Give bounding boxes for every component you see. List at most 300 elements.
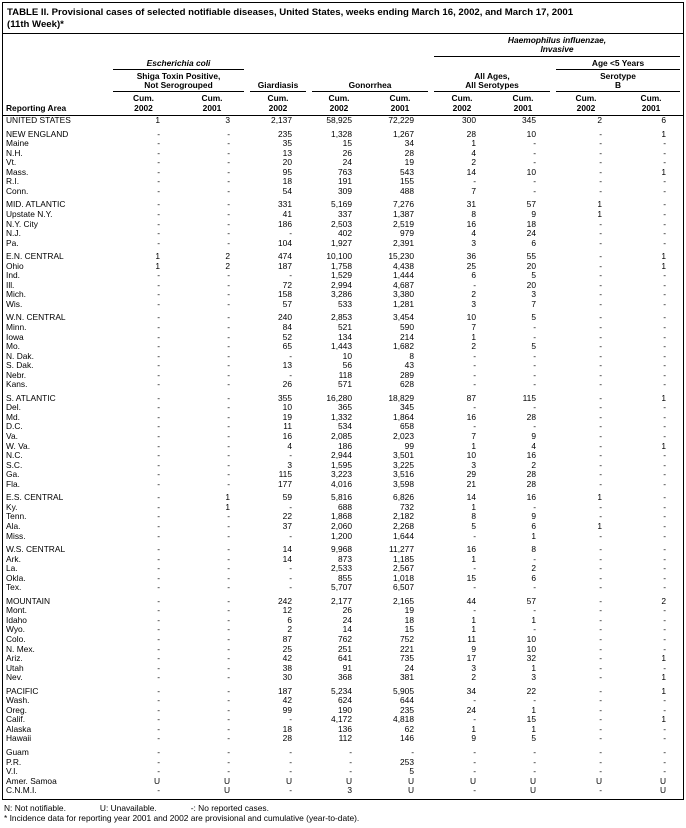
value-cell: 1 (155, 115, 160, 126)
value-cell: 6,507 (393, 582, 414, 593)
value-cell: 2,994 (331, 279, 352, 290)
value-cell: - (227, 270, 230, 281)
value-cell: 251 (338, 643, 352, 654)
value-cell: - (663, 322, 667, 333)
value-cell: - (599, 440, 602, 451)
value-cell: - (663, 350, 667, 361)
value-cell: - (533, 147, 536, 158)
value-cell: - (533, 369, 536, 380)
value-cell: - (599, 672, 602, 683)
footnotes (2, 800, 684, 828)
value-cell: - (227, 746, 230, 757)
value-cell: 62 (404, 723, 414, 734)
value-cell: - (473, 421, 476, 432)
value-cell: - (227, 643, 230, 654)
footnote-provisional: * Incidence data for reporting year 2001 and 2002 are provisional and cumulative (year-to-date). (4, 813, 360, 824)
value-cell: 16 (466, 411, 476, 422)
value-cell: - (599, 785, 602, 796)
header-spacer (309, 34, 431, 57)
value-cell: 87 (282, 633, 292, 644)
value-cell: - (157, 544, 160, 555)
serotypeb-label-line1: Serotype (600, 70, 636, 81)
value-cell: 56 (342, 360, 352, 371)
value-cell: 1 (471, 614, 476, 625)
value-cell: - (599, 530, 602, 541)
value-cell: 41 (282, 209, 292, 219)
value-cell: 112 (338, 733, 352, 744)
value-cell: - (227, 298, 230, 309)
reporting-area-cell: Amer. Samoa (6, 775, 57, 786)
value-cell: - (599, 350, 602, 361)
value-cell: - (157, 723, 160, 734)
value-cell: 3,598 (393, 478, 414, 489)
value-cell: - (599, 185, 602, 196)
value-cell: - (227, 369, 230, 380)
value-cell: 9,968 (331, 544, 352, 555)
value-cell: - (227, 469, 230, 480)
reporting-area-cell: Wis. (6, 298, 23, 309)
value-cell: 186 (278, 218, 292, 229)
value-cell: 10 (526, 166, 536, 177)
value-cell: 1 (661, 251, 667, 262)
header-spacer (110, 34, 247, 57)
value-cell: 1 (661, 685, 667, 696)
value-cell: - (157, 128, 160, 139)
value-cell: 57 (526, 199, 536, 210)
value-cell: 16 (466, 544, 476, 555)
value-cell: 84 (282, 322, 292, 333)
value-cell: 1 (471, 440, 476, 451)
reporting-area-cell: W.N. CENTRAL (6, 312, 66, 323)
value-cell: 44 (466, 595, 476, 606)
value-cell: 18 (282, 176, 292, 187)
value-cell: 1 (531, 614, 536, 625)
value-cell: - (599, 572, 602, 583)
value-cell: 1,864 (393, 411, 414, 422)
value-cell: 35 (282, 138, 292, 149)
value-cell: 2,023 (393, 431, 414, 442)
value-cell: 191 (338, 176, 352, 187)
value-cell: 1 (471, 723, 476, 734)
value-cell: - (599, 746, 602, 757)
value-cell: 13 (282, 147, 292, 158)
value-cell: 32 (526, 653, 536, 664)
value-cell: - (157, 756, 160, 767)
allages-label-line2: All Serotypes (465, 80, 519, 91)
reporting-area-cell: N.Y. City (6, 218, 38, 229)
reporting-area-cell: N. Dak. (6, 350, 34, 361)
table-box (2, 2, 684, 800)
footnote-not-notifiable: N: Not notifiable. (4, 802, 66, 813)
value-cell: 186 (338, 440, 352, 451)
value-cell: 4 (471, 147, 476, 158)
reporting-area-cell: R.I. (6, 176, 20, 187)
value-cell: 190 (338, 704, 352, 715)
value-cell: - (289, 350, 292, 361)
value-cell: - (157, 582, 160, 593)
value-cell: - (227, 520, 230, 531)
value-cell: 28 (526, 411, 536, 422)
reporting-area-cell: E.S. CENTRAL (6, 492, 64, 503)
value-cell: 10 (526, 643, 536, 654)
value-cell: - (663, 331, 667, 342)
value-cell: U (153, 775, 160, 786)
value-cell: - (227, 714, 230, 725)
value-cell: - (227, 322, 230, 333)
value-cell: 1,758 (331, 260, 352, 271)
value-cell: - (599, 147, 602, 158)
value-cell: - (227, 614, 230, 625)
value-cell: 365 (338, 402, 352, 413)
value-cell: 18 (282, 723, 292, 734)
value-cell: - (663, 421, 667, 432)
reporting-area-cell: Hawaii (6, 733, 32, 744)
value-cell: 12 (282, 605, 292, 616)
reporting-area-cell: Ga. (6, 469, 20, 480)
value-cell: 2,085 (331, 431, 352, 442)
value-cell: - (599, 341, 602, 352)
value-cell: U (223, 775, 230, 786)
value-cell: 134 (338, 331, 352, 342)
value-cell: - (599, 662, 602, 673)
reporting-area-cell: Del. (6, 402, 21, 413)
value-cell: 24 (342, 614, 352, 625)
reporting-area-cell: W. Va. (6, 440, 31, 451)
value-cell: - (289, 714, 292, 725)
value-cell: 28 (282, 733, 292, 744)
value-cell: - (227, 459, 230, 470)
value-cell: - (227, 553, 230, 564)
value-cell: 24 (404, 662, 414, 673)
reporting-area-cell: Ky. (6, 501, 18, 512)
col-group-age5 (553, 57, 683, 70)
value-cell: - (663, 450, 667, 461)
value-cell: 16 (282, 431, 292, 442)
value-cell: 3 (531, 672, 536, 683)
value-cell: - (599, 138, 602, 149)
value-cell: 9 (531, 431, 536, 442)
value-cell: 688 (338, 501, 352, 512)
value-cell: - (157, 440, 160, 451)
value-cell: 2,503 (331, 218, 352, 229)
value-cell: 2,567 (393, 563, 414, 574)
value-cell: - (473, 279, 476, 290)
value-cell: - (157, 270, 160, 281)
value-cell: 4 (531, 440, 536, 451)
value-cell: - (157, 411, 160, 422)
value-cell: - (663, 209, 667, 219)
value-cell: - (663, 746, 667, 757)
value-cell: 24 (342, 157, 352, 168)
reporting-area-cell: Calif. (6, 714, 26, 725)
value-cell: 30 (282, 672, 292, 683)
value-cell: - (663, 614, 667, 625)
value-cell: - (227, 704, 230, 715)
reporting-area-cell: Ark. (6, 553, 21, 564)
reporting-area-cell: Maine (6, 138, 29, 149)
value-cell: 2 (287, 624, 292, 635)
value-cell: 1 (661, 672, 667, 683)
value-cell: 337 (338, 209, 352, 219)
value-cell: 10 (466, 312, 476, 323)
value-cell: - (599, 766, 602, 777)
value-cell: 13 (282, 360, 292, 371)
value-cell: - (227, 633, 230, 644)
value-cell: - (663, 624, 667, 635)
value-cell: - (157, 185, 160, 196)
value-cell: U (529, 785, 536, 796)
value-cell: - (227, 544, 230, 555)
value-cell: - (663, 563, 667, 574)
value-cell: - (227, 756, 230, 767)
value-cell: 3,223 (331, 469, 352, 480)
value-cell: - (473, 176, 476, 187)
reporting-area-cell: Ind. (6, 270, 20, 281)
value-cell: - (157, 209, 160, 219)
value-cell: - (227, 595, 230, 606)
value-cell: 289 (400, 369, 414, 380)
value-cell: 5 (409, 766, 414, 777)
value-cell: - (227, 392, 230, 403)
table-row (3, 767, 683, 777)
value-cell: 2,137 (271, 115, 292, 126)
value-cell: - (227, 147, 230, 158)
value-cell: - (599, 704, 602, 715)
reporting-area-cell: W.S. CENTRAL (6, 544, 66, 555)
reporting-area-cell: S. Dak. (6, 360, 34, 371)
value-cell: - (533, 501, 536, 512)
value-cell: 115 (522, 392, 536, 403)
value-cell: - (663, 289, 667, 300)
value-cell: - (599, 289, 602, 300)
value-cell: 3 (531, 289, 536, 300)
value-cell: - (227, 138, 230, 149)
value-cell: 1 (531, 704, 536, 715)
value-cell: 368 (338, 672, 352, 683)
value-cell: - (473, 605, 476, 616)
value-cell: 24 (466, 704, 476, 715)
value-cell: 355 (278, 392, 292, 403)
value-cell: - (599, 633, 602, 644)
value-cell: - (157, 653, 160, 664)
value-cell: 7 (471, 322, 476, 333)
value-cell: - (663, 431, 667, 442)
value-cell: - (663, 478, 667, 489)
value-cell: 1 (597, 209, 602, 219)
value-cell: 4,687 (393, 279, 414, 290)
col-group-ecoli (110, 57, 247, 70)
value-cell: 15 (526, 714, 536, 725)
value-cell: - (663, 582, 667, 593)
reporting-area-cell: Guam (6, 746, 29, 757)
shiga-label-line1: Shiga Toxin Positive, (136, 70, 221, 81)
value-cell: 187 (278, 685, 292, 696)
value-cell: 2,853 (331, 312, 352, 323)
value-cell: - (533, 138, 536, 149)
value-cell: - (533, 176, 536, 187)
value-cell: - (663, 469, 667, 480)
value-cell: - (599, 563, 602, 574)
value-cell: - (289, 450, 292, 461)
value-cell: 25 (282, 643, 292, 654)
table-row (3, 187, 683, 197)
value-cell: - (227, 228, 230, 239)
value-cell: - (663, 511, 667, 522)
value-cell: - (599, 279, 602, 290)
reporting-area-cell: P.R. (6, 756, 22, 767)
value-cell: - (289, 766, 292, 777)
value-cell: - (349, 766, 352, 777)
value-cell: - (533, 624, 536, 635)
table-row (3, 777, 683, 787)
value-cell: U (469, 775, 476, 786)
value-cell: - (157, 331, 160, 342)
value-cell: 644 (400, 695, 414, 706)
value-cell: - (157, 469, 160, 480)
value-cell: 2 (471, 341, 476, 352)
value-cell: 19 (282, 411, 292, 422)
reporting-area-cell: Wyo. (6, 624, 26, 635)
value-cell: - (533, 402, 536, 413)
reporting-area-cell: Ill. (6, 279, 15, 290)
value-cell: - (663, 199, 667, 210)
value-cell: - (227, 563, 230, 574)
value-cell: - (157, 520, 160, 531)
value-cell: - (663, 237, 667, 248)
value-cell: 1 (531, 662, 536, 673)
value-cell: - (599, 605, 602, 616)
value-cell: 1 (471, 624, 476, 635)
value-cell: - (157, 199, 160, 210)
value-cell: 2 (471, 289, 476, 300)
header-spacer (247, 57, 309, 70)
value-cell: 3 (471, 298, 476, 309)
value-cell: 54 (282, 185, 292, 196)
value-cell: 20 (526, 260, 536, 271)
value-cell: - (157, 624, 160, 635)
value-cell: 3 (347, 785, 352, 796)
value-cell: 11,277 (389, 544, 414, 555)
value-cell: - (663, 176, 667, 187)
value-cell: - (473, 350, 476, 361)
value-cell: - (227, 511, 230, 522)
value-cell: 52 (282, 331, 292, 342)
reporting-area-cell: S.C. (6, 459, 23, 470)
value-cell: 543 (400, 166, 414, 177)
value-cell: 17 (466, 653, 476, 664)
value-cell: 4 (471, 228, 476, 239)
value-cell: - (227, 431, 230, 442)
value-cell: 3,380 (393, 289, 414, 300)
value-cell: - (663, 157, 667, 168)
value-cell: - (227, 733, 230, 744)
value-cell: - (289, 572, 292, 583)
value-cell: - (663, 704, 667, 715)
value-cell: - (157, 402, 160, 413)
value-cell: 763 (338, 166, 352, 177)
value-cell: - (663, 228, 667, 239)
value-cell: 5,905 (393, 685, 414, 696)
value-cell: 214 (400, 331, 414, 342)
value-cell: 3 (287, 459, 292, 470)
value-cell: - (663, 553, 667, 564)
reporting-area-cell: Kans. (6, 379, 28, 390)
value-cell: - (157, 633, 160, 644)
value-cell: 641 (338, 653, 352, 664)
table-title-line2: (11th Week)* (7, 18, 64, 30)
value-cell: 5 (531, 733, 536, 744)
value-cell: 3 (471, 662, 476, 673)
value-cell: 732 (400, 501, 414, 512)
value-cell: - (663, 695, 667, 706)
value-cell: U (529, 775, 536, 786)
col-header-serotypeb-2001: Cum. 2001 (619, 92, 683, 115)
value-cell: 155 (400, 176, 414, 187)
value-cell: 331 (278, 199, 292, 210)
value-cell: 1 (531, 530, 536, 541)
reporting-area-cell: MOUNTAIN (6, 595, 51, 606)
value-cell: 1 (531, 723, 536, 734)
table-row (3, 116, 683, 126)
value-cell: - (289, 501, 292, 512)
age5-label: Age <5 Years (556, 57, 680, 70)
value-cell: 1 (661, 128, 667, 139)
value-cell: - (533, 331, 536, 342)
value-cell: 59 (282, 492, 292, 503)
value-cell: - (663, 605, 667, 616)
value-cell: 1 (471, 501, 476, 512)
value-cell: - (157, 176, 160, 187)
value-cell: - (227, 402, 230, 413)
value-cell: - (599, 553, 602, 564)
value-cell: - (157, 157, 160, 168)
header-row-hinfluenzae (3, 34, 683, 57)
value-cell: 979 (400, 228, 414, 239)
value-cell: - (599, 237, 602, 248)
value-cell: - (227, 176, 230, 187)
value-cell: 873 (338, 553, 352, 564)
table-header (3, 34, 683, 116)
value-cell: 1 (597, 520, 602, 531)
value-cell: - (599, 298, 602, 309)
value-cell: 91 (342, 662, 352, 673)
value-cell: - (227, 166, 230, 177)
value-cell: - (289, 270, 292, 281)
value-cell: - (157, 643, 160, 654)
value-cell: - (227, 289, 230, 300)
value-cell: - (349, 746, 352, 757)
value-cell: 22 (282, 511, 292, 522)
value-cell: - (157, 478, 160, 489)
value-cell: 34 (466, 685, 476, 696)
reporting-area-cell: Mich. (6, 289, 27, 300)
value-cell: - (289, 563, 292, 574)
header-row-cum (3, 92, 683, 115)
value-cell: - (473, 766, 476, 777)
reporting-area-cell: V.I. (6, 766, 18, 777)
value-cell: - (473, 369, 476, 380)
value-cell: - (599, 614, 602, 625)
value-cell: 146 (400, 733, 414, 744)
table-title-line1: TABLE II. Provisional cases of selected notifiable diseases, United States, weeks ending March 16, 2002, and March 17, 2001 (7, 7, 574, 18)
footnote-unavailable: U: Unavailable. (99, 802, 157, 813)
value-cell: 1 (661, 260, 667, 271)
value-cell: - (157, 392, 160, 403)
value-cell: - (663, 633, 667, 644)
value-cell: - (157, 360, 160, 371)
value-cell: 72,229 (388, 115, 414, 126)
value-cell: 762 (338, 633, 352, 644)
